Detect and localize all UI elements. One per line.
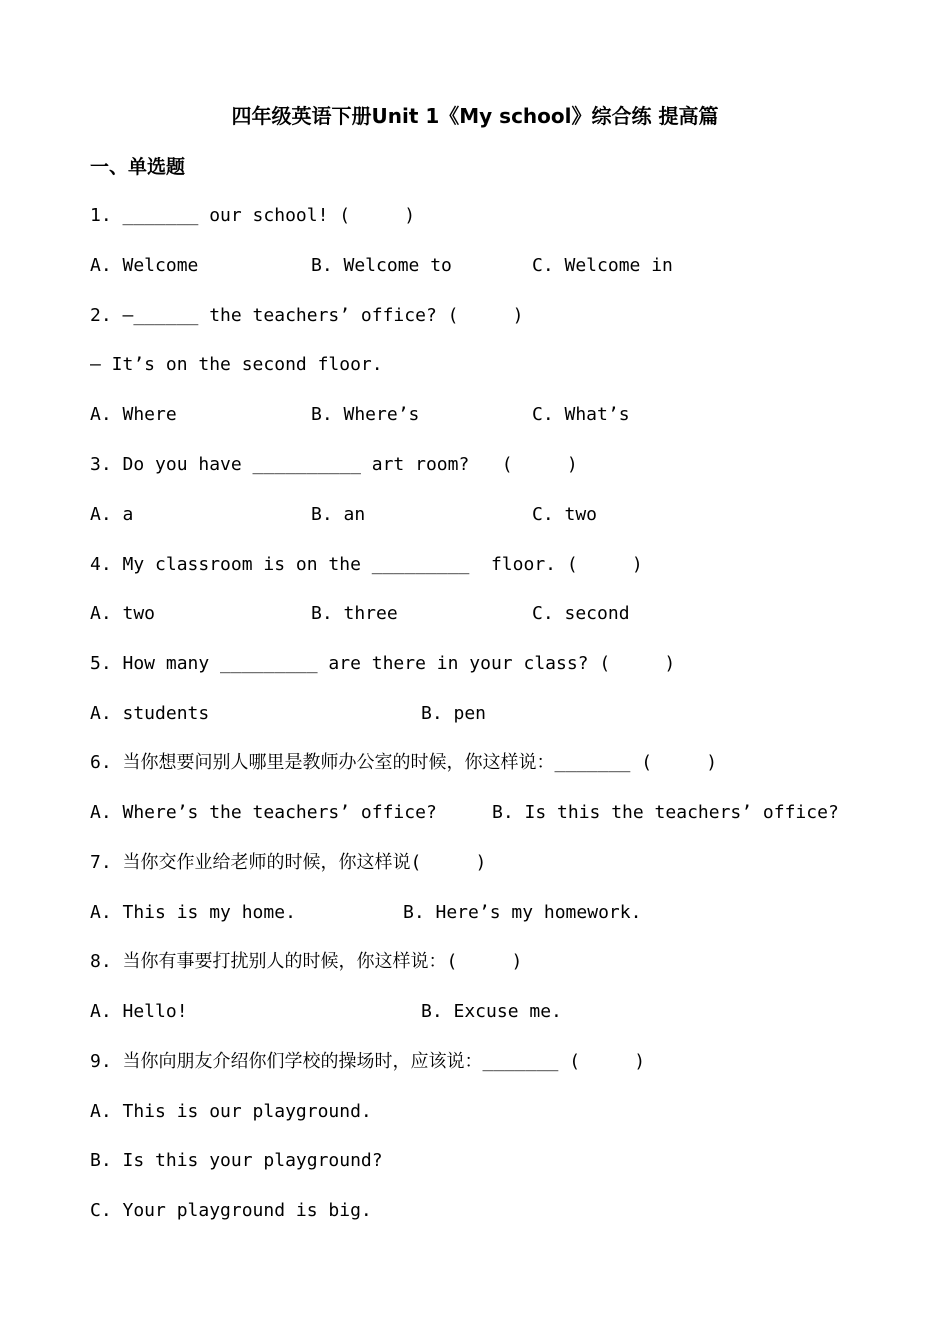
- q2-option-b: B. Where’s: [311, 404, 420, 425]
- question-4: 4. My classroom is on the _________ floor. ( ): [90, 554, 643, 575]
- question-2: 2. —______ the teachers’ office? ( ): [90, 305, 524, 326]
- question-9: 9. 当你向朋友介绍你们学校的操场时，应该说：_______ ( ): [90, 1051, 646, 1072]
- q3-option-b: B. an: [311, 504, 366, 525]
- q5-option-a: A. students: [90, 703, 210, 724]
- q9-option-c: C. Your playground is big.: [90, 1200, 372, 1221]
- question-8: 8. 当你有事要打扰别人的时候，你这样说：( ): [90, 951, 523, 972]
- question-6: 6. 当你想要问别人哪里是教师办公室的时候，你这样说：_______ ( ): [90, 752, 718, 773]
- q8-option-b: B. Excuse me.: [421, 1001, 562, 1022]
- page-title: 四年级英语下册Unit 1《My school》综合练 提高篇: [231, 104, 719, 128]
- question-2-dialogue: — It’s on the second floor.: [90, 354, 383, 375]
- q2-option-a: A. Where: [90, 404, 177, 425]
- q6-option-a: A. Where’s the teachers’ office?: [90, 802, 437, 823]
- question-5: 5. How many _________ are there in your class? ( ): [90, 653, 676, 674]
- question-3: 3. Do you have __________ art room? ( ): [90, 454, 578, 475]
- q3-option-c: C. two: [532, 504, 598, 525]
- question-7: 7. 当你交作业给老师的时候，你这样说( ): [90, 852, 487, 873]
- q1-option-b: B. Welcome to: [311, 255, 452, 276]
- section-heading: 一、单选题: [90, 156, 186, 178]
- q2-option-c: C. What’s: [532, 404, 630, 425]
- q6-option-b: B. Is this the teachers’ office?: [492, 802, 839, 823]
- q5-option-b: B. pen: [421, 703, 487, 724]
- q9-option-b: B. Is this your playground?: [90, 1150, 383, 1171]
- question-1: 1. _______ our school! ( ): [90, 205, 416, 226]
- q1-option-c: C. Welcome in: [532, 255, 673, 276]
- q7-option-a: A. This is my home.: [90, 902, 296, 923]
- q3-option-a: A. a: [90, 504, 134, 525]
- q7-option-b: B. Here’s my homework.: [403, 902, 642, 923]
- q1-option-a: A. Welcome: [90, 255, 199, 276]
- q4-option-b: B. three: [311, 603, 398, 624]
- q9-option-a: A. This is our playground.: [90, 1101, 372, 1122]
- q4-option-a: A. two: [90, 603, 156, 624]
- q4-option-c: C. second: [532, 603, 630, 624]
- q8-option-a: A. Hello!: [90, 1001, 188, 1022]
